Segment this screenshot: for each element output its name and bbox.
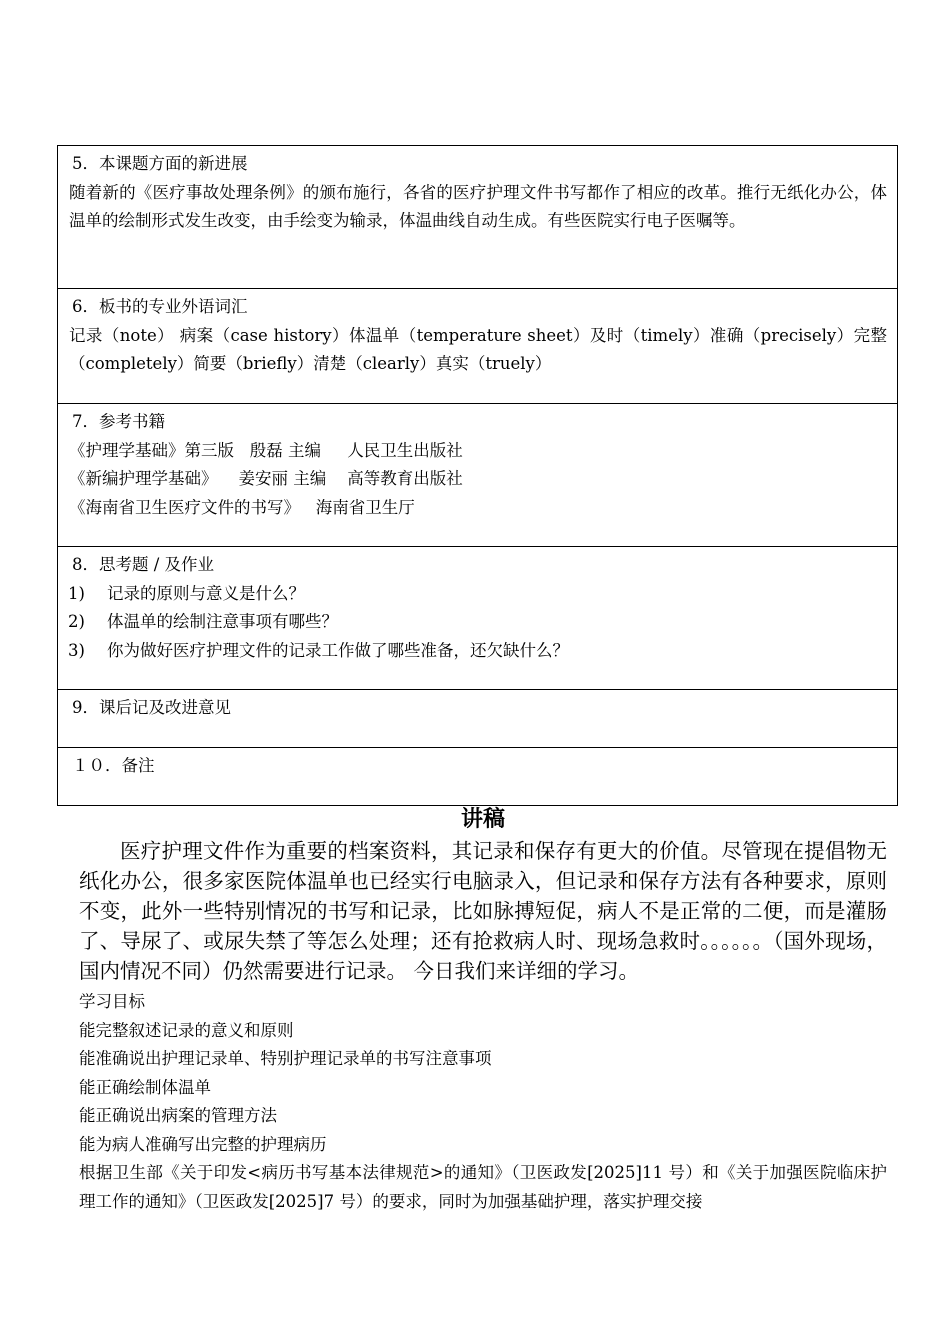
section-title: 5．本课题方面的新进展 xyxy=(72,154,248,173)
goal-item: 能正确绘制体温单 xyxy=(79,1077,211,1097)
reference-line: 《护理学基础》第三版 殷磊 主编 人民卫生出版社 xyxy=(69,440,463,460)
reference-line: 《海南省卫生医疗文件的书写》 海南省卫生厅 xyxy=(69,497,415,517)
section-title: 9．课后记及改进意见 xyxy=(72,698,231,717)
goal-item: 能为病人准确写出完整的护理病历 xyxy=(79,1134,327,1154)
section-new-progress xyxy=(58,146,898,289)
question-number: 1) xyxy=(68,583,85,603)
section-title: 6．板书的专业外语词汇 xyxy=(72,297,248,316)
question-item xyxy=(68,580,887,609)
section-body: 记录（note） 病案（case history）体温单（temperature sheet）及时（timely）准确（precisely）完整（completely）简要（briefly）清楚（clearly）真实（truely） xyxy=(69,325,887,373)
question-number: 3) xyxy=(68,640,85,660)
section-after-class-notes xyxy=(58,690,898,748)
reference-line: 《新编护理学基础》 姜安丽 主编 高等教育出版社 xyxy=(69,469,463,488)
section-title: 7．参考书籍 xyxy=(72,412,165,431)
question-text: 记录的原则与意义是什么？ xyxy=(107,583,305,603)
lecture-intro: 医疗护理文件作为重要的档案资料，其记录和保存有更大的价值。尽管现在提倡物无纸化办公，很多家医院体温单也已经实行电脑录入，但记录和保存方法有各种要求，原则不变，此外一些特别情况的书写和记录，比如脉搏短促，病人不是正常的二便，而是灌肠了、导尿了、或尿失禁了等怎么处理；还有抢救病人时、现场急救时。。。。。。（国外现场，国内情况不同）仍然需要进行记录。 今日我们来详细的学习。 xyxy=(79,839,887,983)
lesson-plan-table xyxy=(57,145,898,806)
lecture-section xyxy=(79,802,887,1216)
lecture-title: 讲稿 xyxy=(460,806,505,832)
section-references xyxy=(58,404,898,547)
question-text: 你为做好医疗护理文件的记录工作做了哪些准备，还欠缺什么？ xyxy=(107,640,569,660)
question-item xyxy=(68,608,887,637)
section-title: 8．思考题 / 及作业 xyxy=(72,555,215,574)
section-body: 随着新的《医疗事故处理条例》的颁布施行，各省的医疗护理文件书写都作了相应的改革。推行无纸化办公，体温单的绘制形式发生改变，由手绘变为输录，体温曲线自动生成。有些医院实行电子医嘱等。 xyxy=(69,182,887,230)
goal-item: 能完整叙述记录的意义和原则 xyxy=(79,1020,294,1040)
question-item xyxy=(68,637,887,666)
goals-heading: 学习目标 xyxy=(79,992,145,1011)
lecture-regulation-text: 根据卫生部《关于印发<病历书写基本法律规范>的通知》（卫医政发[2025]11 号）和《关于加强医院临床护理工作的通知》（卫医政发[2025]7 号）的要求，同时为加强基础护理，落实护理交接 xyxy=(79,1163,887,1211)
goal-item: 能准确说出护理记录单、特别护理记录单的书写注意事项 xyxy=(79,1049,492,1068)
section-vocabulary xyxy=(58,289,898,404)
section-remarks xyxy=(58,748,898,806)
question-text: 体温单的绘制注意事项有哪些？ xyxy=(107,612,338,631)
question-number: 2) xyxy=(68,612,85,631)
section-title: １０．备注 xyxy=(72,756,155,775)
goal-item: 能正确说出病案的管理方法 xyxy=(79,1106,277,1125)
section-homework xyxy=(58,547,898,690)
